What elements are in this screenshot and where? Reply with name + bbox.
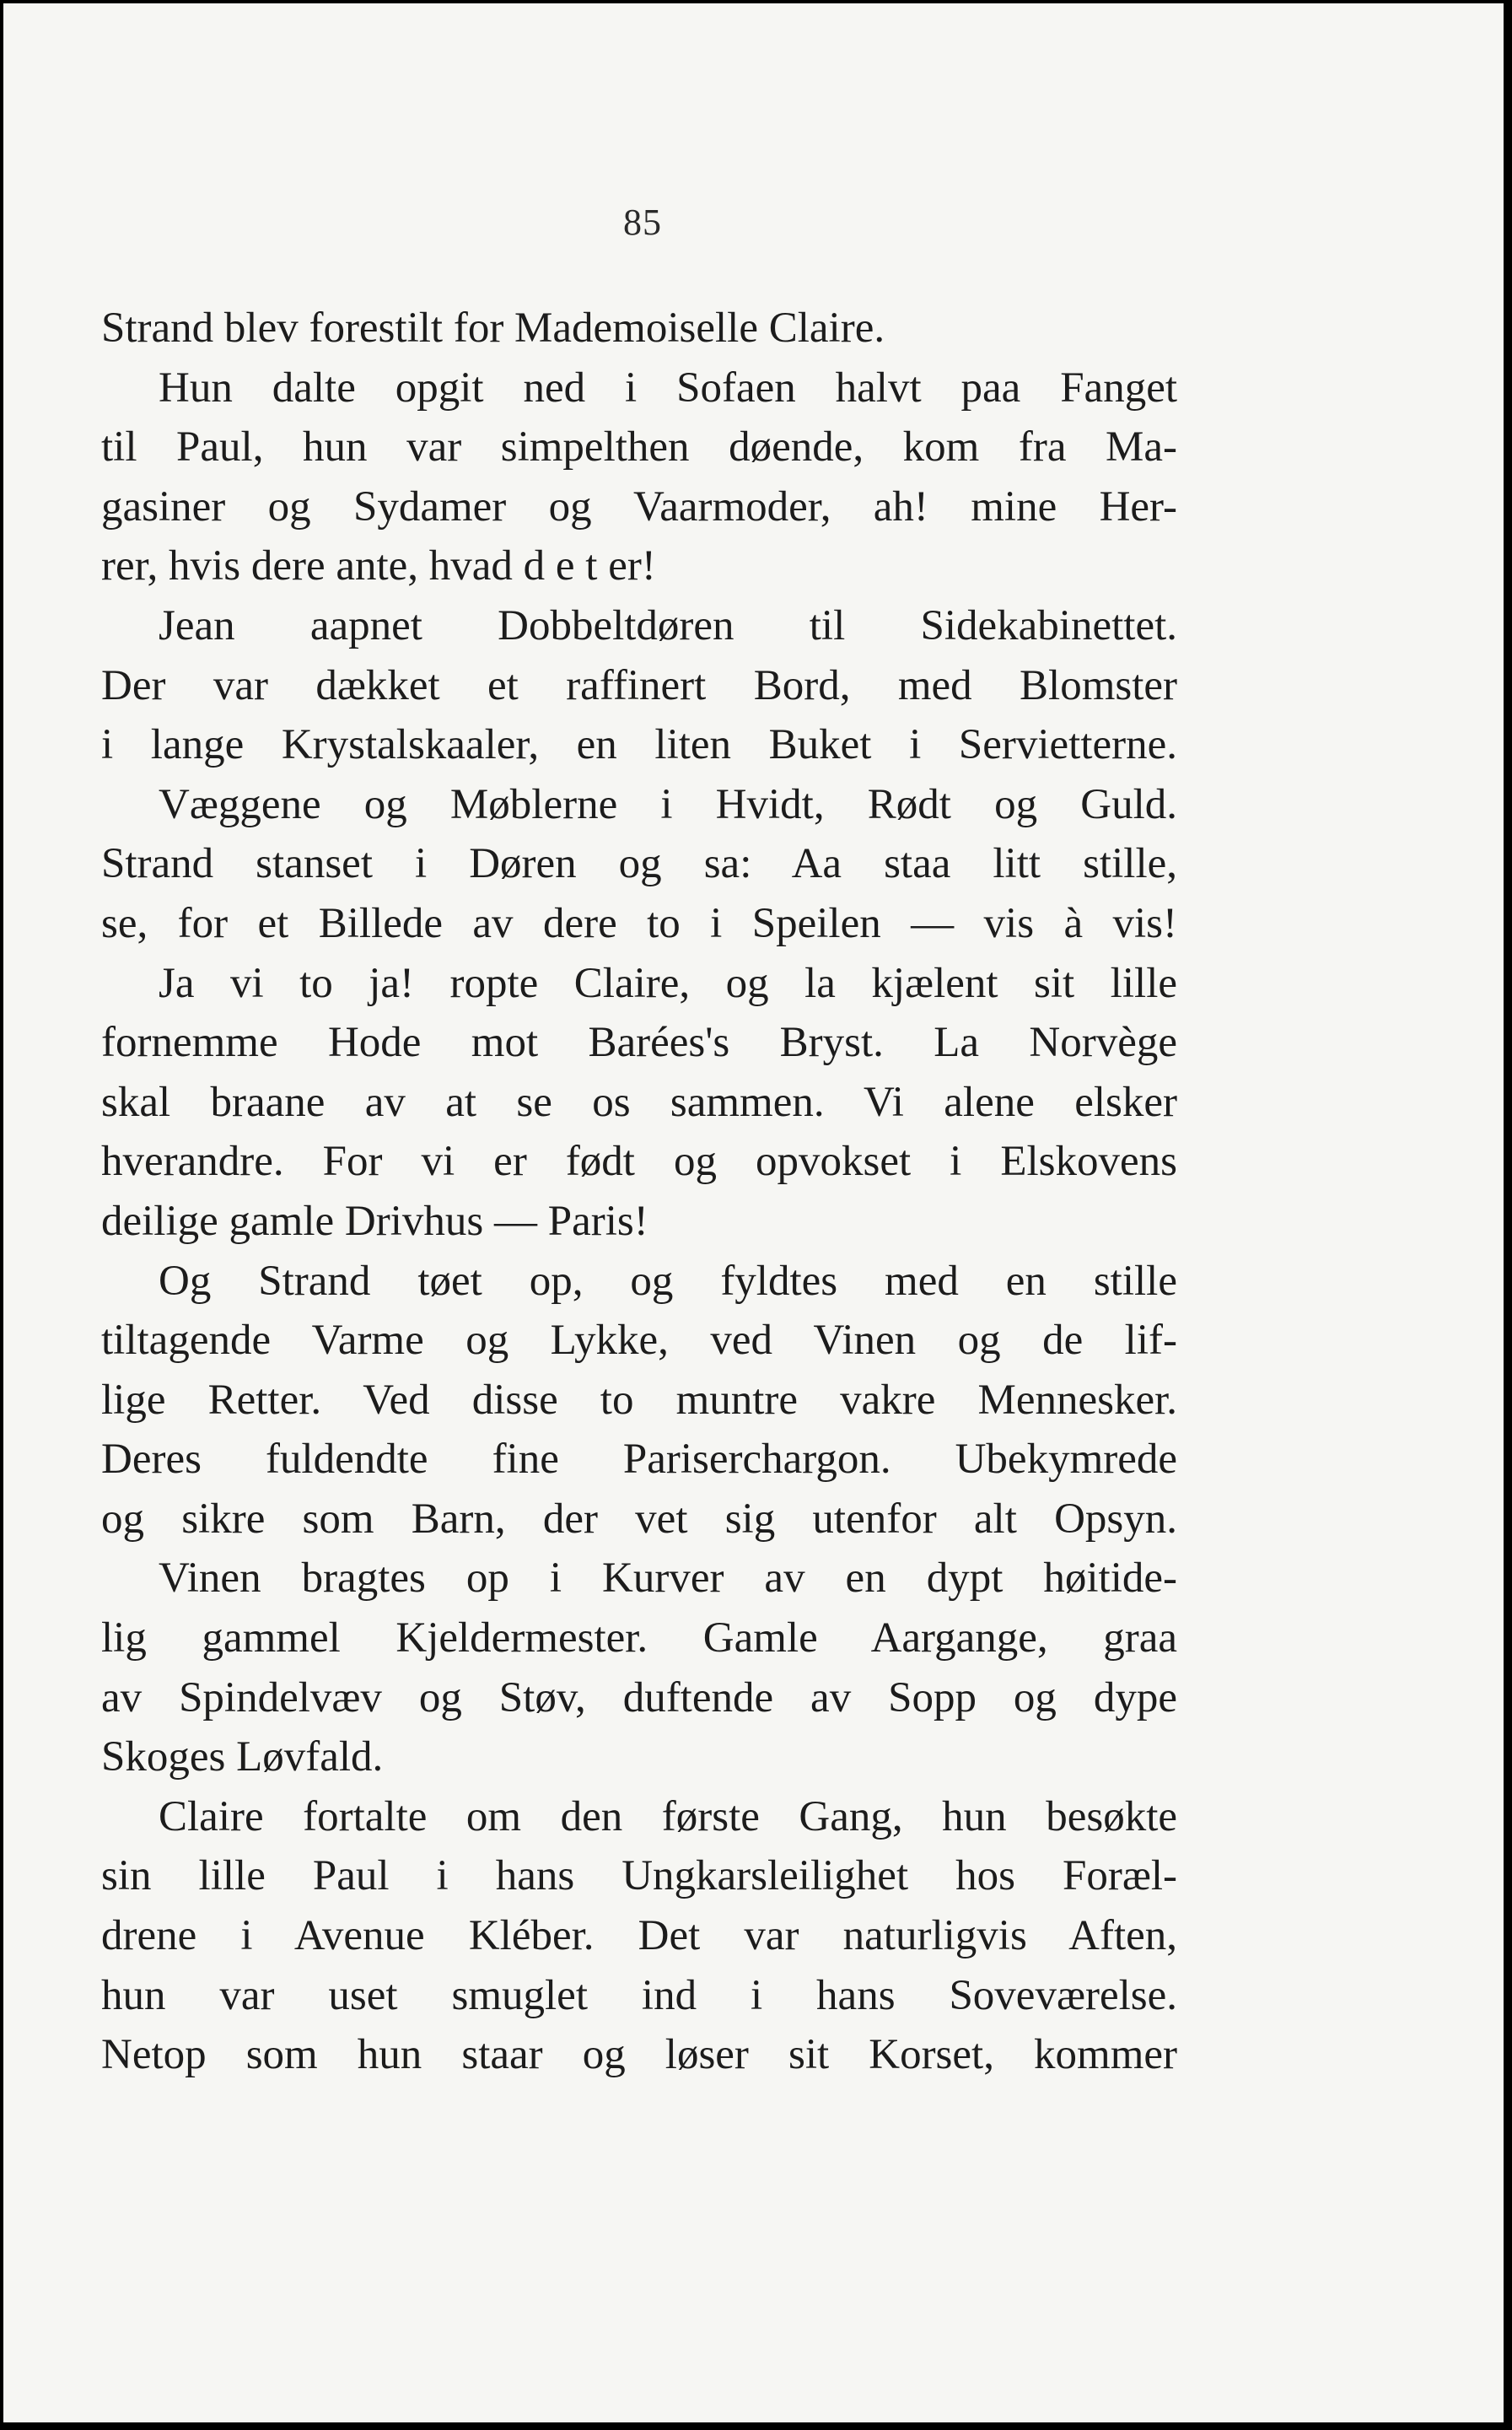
text-line: gasiner og Sydamer og Vaarmoder, ah! mine Her-: [101, 482, 1177, 531]
text-line: tiltagende Varme og Lykke, ved Vinen og de lif-: [101, 1317, 1177, 1365]
text-line: sin lille Paul i hans Ungkarsleilighet hos Foræl-: [101, 1852, 1177, 1900]
text-line: Claire fortalte om den første Gang, hun besøkte: [159, 1792, 1177, 1840]
text-line: og sikre som Barn, der vet sig utenfor alt Opsyn.: [101, 1495, 1177, 1543]
text-line: av Spindelvæv og Støv, duftende av Sopp og dype: [101, 1673, 1177, 1721]
text-line: Deres fuldendte fine Pariserchargon. Ubekymrede: [101, 1436, 1177, 1484]
text-line: fornemme Hode mot Barées's Bryst. La Norvège: [101, 1019, 1177, 1067]
text-line: i lange Krystalskaaler, en liten Buket i Servietterne.: [101, 721, 1177, 769]
text-line: rer, hvis dere ante, hvad d e t er!: [101, 542, 656, 590]
page-number: 85: [623, 202, 662, 243]
text-line: hverandre. For vi er født og opvokset i Elskovens: [101, 1138, 1177, 1186]
text-line: Hun dalte opgit ned i Sofaen halvt paa Fanget: [159, 364, 1177, 412]
text-line: skal braane av at se os sammen. Vi alene elsker: [101, 1078, 1177, 1126]
text-line: hun var uset smuglet ind i hans Soveværelse.: [101, 1971, 1177, 2019]
text-line: lige Retter. Ved disse to muntre vakre Mennesker.: [101, 1376, 1177, 1424]
text-line: Strand stanset i Døren og sa: Aa staa litt stille,: [101, 840, 1177, 888]
text-line: til Paul, hun var simpelthen døende, kom fra Ma-: [101, 423, 1177, 471]
text-line: Og Strand tøet op, og fyldtes med en stille: [159, 1257, 1177, 1305]
body-text: [101, 299, 1177, 2085]
text-line: Strand blev forestilt for Mademoiselle Claire.: [101, 304, 885, 352]
text-line: Jean aapnet Dobbeltdøren til Sidekabinettet.: [159, 601, 1177, 649]
text-line: Ja vi to ja! ropte Claire, og la kjælent sit lille: [159, 959, 1177, 1007]
text-line: Vinen bragtes op i Kurver av en dypt høitide-: [159, 1554, 1177, 1603]
text-line: Der var dækket et raffinert Bord, med Blomster: [101, 661, 1177, 709]
text-line: lig gammel Kjeldermester. Gamle Aargange, graa: [101, 1614, 1177, 1662]
text-line: se, for et Billede av dere to i Speilen — vis à vis!: [101, 899, 1177, 947]
text-line: drene i Avenue Kléber. Det var naturligvis Aften,: [101, 1912, 1177, 1960]
text-line: deilige gamle Drivhus — Paris!: [101, 1197, 648, 1245]
text-line: Netop som hun staar og løser sit Korset, kommer: [101, 2031, 1177, 2079]
text-line: Væggene og Møblerne i Hvidt, Rødt og Guld.: [159, 780, 1177, 828]
book-page: [3, 3, 1504, 2422]
text-line: Skoges Løvfald.: [101, 1733, 384, 1781]
